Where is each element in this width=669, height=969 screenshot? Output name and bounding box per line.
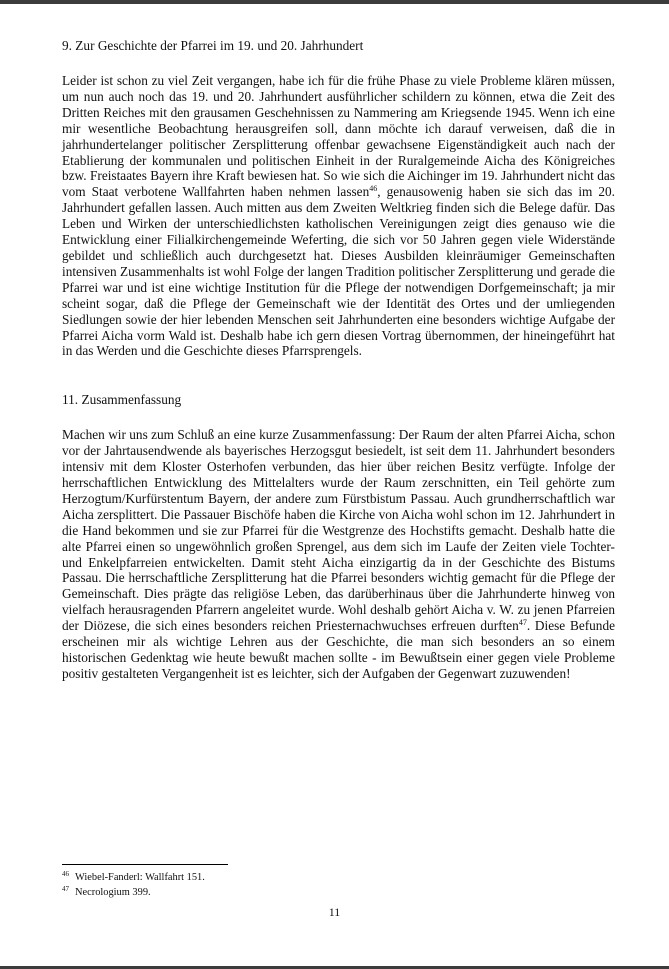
top-border	[0, 0, 669, 4]
footnote-ref-47[interactable]: 47	[518, 618, 527, 628]
footnote-46	[62, 871, 205, 884]
footnote-text: Necrologium 399.	[75, 887, 151, 898]
footnote-number: 46	[62, 870, 69, 878]
footnote-ref-46[interactable]: 46	[369, 184, 378, 194]
footnote-text: Wiebel-Fanderl: Wallfahrt 151.	[75, 872, 205, 883]
footnote-number: 47	[62, 885, 69, 893]
section-9-paragraph	[62, 73, 615, 359]
section-heading-11: 11. Zusammenfassung	[62, 392, 182, 408]
paragraph-text: Machen wir uns zum Schluß an eine kurze Zusammenfassung: Der Raum der alten Pfarrei Aicha, schon vor der Jahrtausendwende als bayerisches Herzogsgut besiedelt, ist seit dem 11. Jahrhundert besonders intensiv mit dem Kloster Osterhofen verbunden, das hier über reichen Besitz verfügte. Infolge der herrschaftlichen Entwicklung des Mittelalters wurde der Raum zerschnitten, ein Teil gehörte zum Herzogtum/Kurfürstentum Bayern, der andere zum Fürstbistum Passau. Auch grundherrschaftlich war Aicha zersplittert. Die Passauer Bischöfe haben die Kirche von Aicha wohl schon im 12. Jahrhundert in die Hand bekommen und sie zur Pfarrei für die Westgrenze des Hochstifts gemacht. Deshalb hatte die alte Pfarrei einen so ungewöhnlich großen Sprengel, aus dem sich im Laufe der Zeiten viele Tochter- und Enkelpfarreien entwickelten. Damit steht Aicha einzigartig da in der Geschichte des Bistums Passau. Die herrschaftliche Zersplitterung hat die Pfarrei besonders wichtig gemacht für die Pflege der Gemeinschaft. Dies prägte das religiöse Leben, das darüberhinaus über die Jahrhunderte hinweg von vielfach herausragenden Pfarrern angeleitet wurde. Wohl deshalb gehört Aicha v. W. zu jenen Pfarreien der Diözese, die sich eines besonders reichen Priesternachwuchses erfreuen durften	[62, 427, 615, 634]
footnote-divider	[62, 864, 228, 865]
paragraph-text: Leider ist schon zu viel Zeit vergangen, habe ich für die frühe Phase zu viele Probleme klären müssen, um nun auch noch das 19. und 20. Jahrhundert ausführlicher schildern zu können, etwa die Zeit des Dritten Reiches mit den grausamen Geschehnissen zu Nammering am Kriegsende 1945. Wenn ich eine mir wesentliche Beobachtung herausgreifen soll, dann möchte ich darauf verweisen, daß die in jahrhundertelanger politischer Zersplitterung offenbar gewachsene Eigenständigkeit auch nach der Etablierung der kommunalen und politischen Einheit in der Ruralgemeinde Aicha des Königreiches bzw. Freistaates Bayern ihre Kraft bewiesen hat. So wie sich die Aichinger im 19. Jahrhundert nicht das vom Staat verbotene Wallfahrten haben nehmen lassen	[62, 73, 615, 200]
footnote-47	[62, 886, 151, 899]
paragraph-text: , genausowenig haben sie sich das im 20. Jahrhundert gefallen lassen. Auch mitten aus dem Zweiten Weltkrieg finden sich die Belege dafür. Das Leben und Wirken der unterschiedlichsten katholischen Vereinigungen zeigt dies genauso wie die Entwicklung einer Filialkirchengemeinde Weferting, die sich vor 50 Jahren gegen viele Widerstände gebildet und schließlich auch durchgesetzt hat. Dieses Ausbilden kleinräumiger Gemeinschaften intensiven Zusammenhalts ist wohl Folge der langen Tradition politischer Zersplitterung und gerade die Pfarrei war und ist eine wichtige Institution für die Pflege der notwendigen Dorfgemeinschaft; ja mir scheint sogar, daß die Pflege der Gemeinschaft wie der Identität des Ortes und der umliegenden Siedlungen sowie der hier lebenden Menschen seit Jahrhunderten eine besonders wichtige Aufgabe der Pfarrei Aicha vorm Wald ist. Deshalb habe ich gern diesen Vortrag übernommen, der hineingeführt hat in das Werden und die Geschichte dieses Pfarrsprengels.	[62, 184, 616, 359]
page-body	[62, 38, 615, 682]
page-number: 11	[328, 905, 341, 919]
section-heading-9: 9. Zur Geschichte der Pfarrei im 19. und 20. Jahrhundert	[62, 38, 364, 53]
section-11-paragraph	[62, 427, 615, 682]
paragraph-text: . Diese Befunde erscheinen mir als wichtige Lehren aus der Geschichte, die man sich besonders an so einem historischen Gedenktag wie heute bewußt machen sollte - im Bewußtsein einer gegen viele Probleme positiv gestalteten Vergangenheit ist es leichter, sich der Aufgaben der Gegenwart zuzuwenden!	[62, 618, 615, 681]
